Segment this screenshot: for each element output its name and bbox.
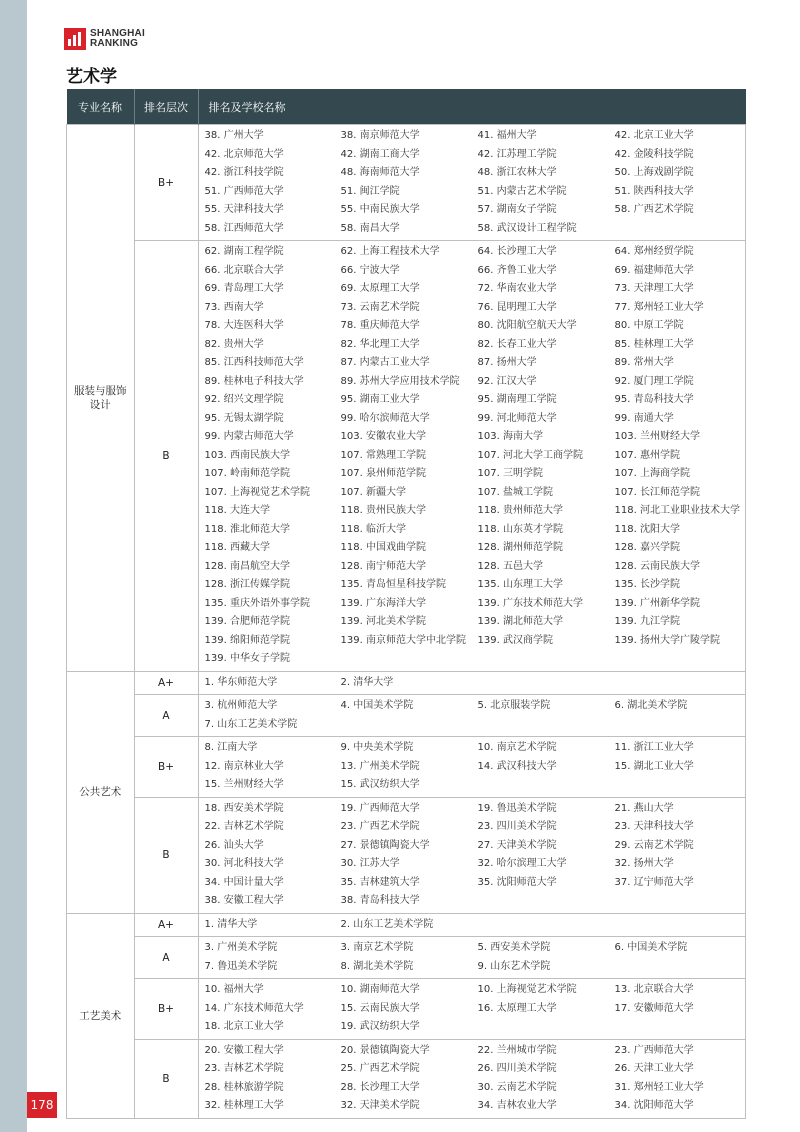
school-entry: 80. 中原工学院 (614, 320, 684, 331)
major-name: 服装与服饰设计 (67, 125, 135, 672)
school-entry: 64. 长沙理工大学 (477, 246, 557, 257)
school-entry: 42. 北京师范大学 (204, 148, 284, 160)
school-entry: 118. 中国戏曲学院 (340, 542, 426, 553)
table-row (67, 241, 746, 672)
school-entry: 128. 五邑大学 (477, 560, 543, 572)
school-entry: 85. 桂林理工大学 (614, 338, 694, 350)
school-entry: 16. 太原理工大学 (477, 1002, 557, 1014)
brand-line-2: RANKING (90, 38, 139, 49)
school-entry: 118. 山东英才学院 (477, 523, 563, 535)
school-entry: 23. 吉林艺术学院 (204, 1063, 284, 1074)
school-entry: 139. 合肥师范学院 (204, 616, 290, 627)
school-entry: 41. 福州大学 (477, 130, 537, 141)
school-entry: 6. 湖北美术学院 (614, 700, 688, 711)
school-entry: 139. 绵阳师范学院 (204, 634, 290, 646)
school-entry: 99. 南通大学 (614, 412, 674, 424)
school-grid (205, 939, 746, 976)
brand-line-1: SHANGHAI (90, 28, 145, 39)
school-entry: 64. 郑州经贸学院 (614, 246, 694, 257)
school-entry: 6. 中国美术学院 (614, 942, 688, 953)
school-entry: 107. 长江师范学院 (614, 486, 700, 498)
school-entry: 95. 青岛科技大学 (614, 394, 694, 405)
school-entry: 34. 中国计量大学 (204, 876, 284, 888)
school-entry: 55. 天津科技大学 (204, 204, 284, 215)
school-entry: 42. 浙江科技学院 (204, 167, 284, 178)
tier-level: B+ (134, 125, 198, 241)
header-major: 专业名称 (67, 89, 135, 125)
school-entry: 118. 西藏大学 (204, 542, 270, 553)
school-entry: 82. 长春工业大学 (477, 338, 557, 350)
school-list (198, 737, 746, 798)
table-row (67, 695, 746, 737)
school-grid (205, 800, 746, 911)
school-entry: 37. 辽宁师范大学 (614, 876, 694, 888)
school-entry: 92. 江汉大学 (477, 375, 537, 387)
school-entry: 35. 吉林建筑大学 (340, 876, 420, 888)
school-entry: 128. 南宁师范大学 (340, 560, 426, 572)
school-entry: 42. 湖南工商大学 (340, 148, 420, 160)
school-entry: 34. 吉林农业大学 (477, 1100, 557, 1111)
tier-level: A+ (134, 671, 198, 695)
school-entry: 107. 泉州师范学院 (340, 468, 426, 479)
school-entry: 66. 宁波大学 (340, 264, 400, 276)
school-entry: 15. 云南民族大学 (340, 1002, 420, 1014)
school-entry: 139. 广东技术师范大学 (477, 597, 583, 609)
school-entry: 89. 苏州大学应用技术学院 (340, 375, 460, 387)
table-row (67, 1039, 746, 1118)
school-entry: 51. 内蒙古艺术学院 (477, 185, 567, 197)
school-entry: 7. 山东工艺美术学院 (204, 718, 298, 730)
school-entry: 128. 嘉兴学院 (614, 542, 680, 553)
school-entry: 32. 哈尔滨理工大学 (477, 858, 567, 869)
school-entry: 14. 武汉科技大学 (477, 760, 557, 772)
school-entry: 26. 汕头大学 (204, 839, 264, 851)
tier-level: B+ (134, 979, 198, 1040)
school-entry: 22. 兰州城市学院 (477, 1044, 557, 1056)
school-entry: 80. 沈阳航空航天大学 (477, 320, 577, 331)
school-list (198, 1039, 746, 1118)
school-entry: 139. 湖北师范大学 (477, 616, 563, 627)
school-grid (205, 916, 746, 935)
school-entry: 9. 中央美术学院 (340, 742, 414, 753)
school-list (198, 937, 746, 979)
tier-level: B+ (134, 737, 198, 798)
school-entry: 22. 吉林艺术学院 (204, 821, 284, 832)
school-entry: 55. 中南民族大学 (340, 204, 420, 215)
school-entry: 135. 山东理工大学 (477, 579, 563, 590)
school-entry: 118. 贵州民族大学 (340, 505, 426, 516)
school-entry: 89. 常州大学 (614, 357, 674, 368)
school-entry: 3. 南京艺术学院 (340, 942, 414, 953)
school-entry: 51. 闽江学院 (340, 185, 400, 197)
side-bar (0, 0, 27, 1132)
school-entry: 58. 广西艺术学院 (614, 204, 694, 215)
school-entry: 18. 西安美术学院 (204, 802, 284, 814)
school-entry: 11. 浙江工业大学 (614, 742, 694, 753)
school-entry: 69. 青岛理工大学 (204, 283, 284, 294)
school-entry: 62. 上海工程技术大学 (340, 246, 440, 257)
table-row (67, 737, 746, 798)
school-entry: 5. 西安美术学院 (477, 942, 551, 953)
school-entry: 107. 惠州学院 (614, 449, 680, 461)
school-entry: 135. 青岛恒星科技学院 (340, 579, 446, 590)
school-list (198, 125, 746, 241)
school-entry: 128. 湖州师范学院 (477, 542, 563, 553)
school-entry: 21. 燕山大学 (614, 802, 674, 814)
school-entry: 51. 陕西科技大学 (614, 185, 694, 197)
school-entry: 85. 江西科技师范大学 (204, 357, 304, 368)
school-entry: 66. 北京联合大学 (204, 264, 284, 276)
school-entry: 95. 湖南理工学院 (477, 394, 557, 405)
school-entry: 17. 安徽师范大学 (614, 1002, 694, 1014)
school-entry: 69. 太原理工大学 (340, 283, 420, 294)
school-entry: 2. 清华大学 (340, 676, 394, 688)
school-entry: 19. 广西师范大学 (340, 802, 420, 814)
tier-level: A (134, 695, 198, 737)
header-tier: 排名层次 (134, 89, 198, 125)
school-entry: 99. 内蒙古师范大学 (204, 431, 294, 442)
school-entry: 73. 西南大学 (204, 301, 264, 313)
school-entry: 34. 沈阳师范大学 (614, 1100, 694, 1111)
school-entry: 23. 四川美术学院 (477, 821, 557, 832)
school-entry: 103. 海南大学 (477, 431, 543, 442)
school-entry: 62. 湖南工程学院 (204, 246, 284, 257)
school-entry: 31. 郑州轻工业大学 (614, 1081, 704, 1093)
school-entry: 7. 鲁迅美术学院 (204, 960, 278, 972)
school-entry: 128. 浙江传媒学院 (204, 579, 290, 590)
major-name: 公共艺术 (67, 671, 135, 913)
school-entry: 107. 常熟理工学院 (340, 449, 426, 461)
school-entry: 107. 岭南师范学院 (204, 468, 290, 479)
school-entry: 51. 广西师范大学 (204, 185, 284, 197)
school-entry: 1. 清华大学 (204, 918, 258, 930)
school-grid (205, 981, 746, 1037)
school-entry: 32. 扬州大学 (614, 858, 674, 869)
school-entry: 107. 上海视觉艺术学院 (204, 486, 310, 498)
school-entry: 28. 长沙理工大学 (340, 1081, 420, 1093)
school-list (198, 979, 746, 1040)
school-entry: 78. 重庆师范大学 (340, 320, 420, 331)
school-entry: 38. 南京师范大学 (340, 130, 420, 141)
school-entry: 12. 南京林业大学 (204, 760, 284, 772)
school-entry: 14. 广东技术师范大学 (204, 1002, 304, 1014)
school-list (198, 671, 746, 695)
school-entry: 30. 河北科技大学 (204, 858, 284, 869)
school-entry: 50. 上海戏剧学院 (614, 167, 694, 178)
tier-level: A+ (134, 913, 198, 937)
school-entry: 139. 扬州大学广陵学院 (614, 634, 720, 646)
school-list (198, 913, 746, 937)
school-entry: 139. 广东海洋大学 (340, 597, 426, 609)
school-entry: 78. 大连医科大学 (204, 320, 284, 331)
school-entry: 107. 新疆大学 (340, 486, 406, 498)
school-entry: 139. 广州新华学院 (614, 597, 700, 609)
school-entry: 30. 江苏大学 (340, 858, 400, 869)
school-entry: 13. 广州美术学院 (340, 760, 420, 772)
school-entry: 73. 云南艺术学院 (340, 301, 420, 313)
tier-level: B (134, 241, 198, 672)
ranking-table (66, 89, 746, 1119)
school-entry: 128. 南昌航空大学 (204, 560, 290, 572)
school-entry: 107. 盐城工学院 (477, 486, 553, 498)
school-entry: 89. 桂林电子科技大学 (204, 375, 304, 387)
school-entry: 135. 长沙学院 (614, 579, 680, 590)
school-entry: 66. 齐鲁工业大学 (477, 264, 557, 276)
school-entry: 87. 扬州大学 (477, 357, 537, 368)
school-entry: 99. 河北师范大学 (477, 412, 557, 424)
school-entry: 107. 河北大学工商学院 (477, 449, 583, 461)
school-entry: 28. 桂林旅游学院 (204, 1081, 284, 1093)
school-entry: 99. 哈尔滨师范大学 (340, 412, 430, 424)
school-entry: 48. 浙江农林大学 (477, 167, 557, 178)
school-entry: 72. 华南农业大学 (477, 283, 557, 294)
school-entry: 3. 广州美术学院 (204, 942, 278, 953)
school-entry: 73. 天津理工大学 (614, 283, 694, 294)
school-entry: 118. 大连大学 (204, 505, 270, 516)
school-entry: 23. 天津科技大学 (614, 821, 694, 832)
school-entry: 42. 金陵科技学院 (614, 148, 694, 160)
school-entry: 26. 四川美术学院 (477, 1063, 557, 1074)
school-grid (205, 739, 746, 795)
school-entry: 10. 上海视觉艺术学院 (477, 984, 577, 995)
school-entry: 139. 九江学院 (614, 616, 680, 627)
school-entry: 38. 安徽工程大学 (204, 895, 284, 906)
ranking-table-container (66, 89, 746, 1119)
school-grid (205, 697, 746, 734)
school-entry: 48. 海南师范大学 (340, 167, 420, 178)
school-entry: 8. 湖北美术学院 (340, 960, 414, 972)
brand-name (90, 29, 145, 49)
school-entry: 9. 山东艺术学院 (477, 960, 551, 972)
table-row (67, 125, 746, 241)
school-entry: 19. 武汉纺织大学 (340, 1021, 420, 1032)
tier-level: B (134, 797, 198, 913)
school-entry: 82. 贵州大学 (204, 338, 264, 350)
header-list: 排名及学校名称 (198, 89, 746, 125)
school-entry: 87. 内蒙古工业大学 (340, 357, 430, 368)
school-entry: 15. 兰州财经大学 (204, 779, 284, 790)
school-entry: 38. 青岛科技大学 (340, 895, 420, 906)
school-entry: 107. 上海商学院 (614, 468, 690, 479)
school-entry: 118. 临沂大学 (340, 523, 406, 535)
school-entry: 77. 郑州轻工业大学 (614, 301, 704, 313)
school-entry: 18. 北京工业大学 (204, 1021, 284, 1032)
school-entry: 26. 天津工业大学 (614, 1063, 694, 1074)
school-entry: 25. 广西艺术学院 (340, 1063, 420, 1074)
school-entry: 95. 无锡太湖学院 (204, 412, 284, 424)
school-entry: 103. 西南民族大学 (204, 449, 290, 461)
school-entry: 118. 淮北师范大学 (204, 523, 290, 535)
page-title: 艺术学 (66, 67, 117, 87)
school-entry: 42. 江苏理工学院 (477, 148, 557, 160)
tier-level: B (134, 1039, 198, 1118)
school-entry: 103. 安徽农业大学 (340, 431, 426, 442)
school-entry: 118. 贵州师范大学 (477, 505, 563, 516)
school-entry: 32. 天津美术学院 (340, 1100, 420, 1111)
tier-level: A (134, 937, 198, 979)
school-entry: 15. 湖北工业大学 (614, 760, 694, 772)
school-entry: 13. 北京联合大学 (614, 984, 694, 995)
school-entry: 118. 沈阳大学 (614, 523, 680, 535)
school-entry: 2. 山东工艺美术学院 (340, 918, 434, 930)
school-entry: 76. 昆明理工大学 (477, 301, 557, 313)
table-row (67, 913, 746, 937)
school-entry: 10. 南京艺术学院 (477, 742, 557, 753)
school-entry: 58. 江西师范大学 (204, 222, 284, 234)
school-entry: 107. 三明学院 (477, 468, 543, 479)
school-list (198, 695, 746, 737)
school-entry: 139. 武汉商学院 (477, 634, 553, 646)
school-entry: 10. 福州大学 (204, 984, 264, 995)
school-entry: 92. 厦门理工学院 (614, 375, 694, 387)
school-entry: 139. 南京师范大学中北学院 (340, 634, 466, 646)
school-entry: 35. 沈阳师范大学 (477, 876, 557, 888)
school-entry: 139. 河北美术学院 (340, 616, 426, 627)
school-grid (205, 243, 746, 669)
school-entry: 10. 湖南师范大学 (340, 984, 420, 995)
school-entry: 58. 南昌大学 (340, 222, 400, 234)
school-entry: 30. 云南艺术学院 (477, 1081, 557, 1093)
school-entry: 27. 天津美术学院 (477, 839, 557, 851)
school-grid (205, 1042, 746, 1116)
major-name: 工艺美术 (67, 913, 135, 1118)
school-entry: 20. 安徽工程大学 (204, 1044, 284, 1056)
school-entry: 82. 华北理工大学 (340, 338, 420, 350)
school-entry: 5. 北京服装学院 (477, 700, 551, 711)
school-entry: 27. 景德镇陶瓷大学 (340, 839, 430, 851)
school-entry: 139. 中华女子学院 (204, 653, 290, 664)
shanghai-ranking-logo-icon (64, 28, 86, 50)
school-entry: 23. 广西艺术学院 (340, 821, 420, 832)
logo (64, 26, 145, 52)
school-entry: 23. 广西师范大学 (614, 1044, 694, 1056)
school-entry: 29. 云南艺术学院 (614, 839, 694, 851)
table-row (67, 937, 746, 979)
school-entry: 42. 北京工业大学 (614, 130, 694, 141)
table-row (67, 797, 746, 913)
school-entry: 3. 杭州师范大学 (204, 700, 278, 711)
school-entry: 1. 华东师范大学 (204, 676, 278, 688)
school-list (198, 797, 746, 913)
school-entry: 58. 武汉设计工程学院 (477, 222, 577, 234)
school-entry: 118. 河北工业职业技术大学 (614, 505, 740, 516)
school-entry: 4. 中国美术学院 (340, 700, 414, 711)
school-entry: 69. 福建师范大学 (614, 264, 694, 276)
school-entry: 8. 江南大学 (204, 742, 258, 753)
school-entry: 20. 景德镇陶瓷大学 (340, 1044, 430, 1056)
school-entry: 19. 鲁迅美术学院 (477, 802, 557, 814)
table-header-row (67, 89, 746, 125)
school-list (198, 241, 746, 672)
table-body (67, 125, 746, 1119)
school-grid (205, 127, 746, 238)
school-entry: 95. 湖南工业大学 (340, 394, 420, 405)
page-number: 178 (27, 1092, 57, 1118)
school-entry: 92. 绍兴文理学院 (204, 394, 284, 405)
school-entry: 38. 广州大学 (204, 130, 264, 141)
school-entry: 103. 兰州财经大学 (614, 431, 700, 442)
table-row (67, 979, 746, 1040)
school-entry: 15. 武汉纺织大学 (340, 779, 420, 790)
table-row (67, 671, 746, 695)
school-entry: 57. 湖南女子学院 (477, 204, 557, 215)
school-entry: 128. 云南民族大学 (614, 560, 700, 572)
school-grid (205, 674, 746, 693)
school-entry: 32. 桂林理工大学 (204, 1100, 284, 1111)
school-entry: 135. 重庆外语外事学院 (204, 597, 310, 609)
